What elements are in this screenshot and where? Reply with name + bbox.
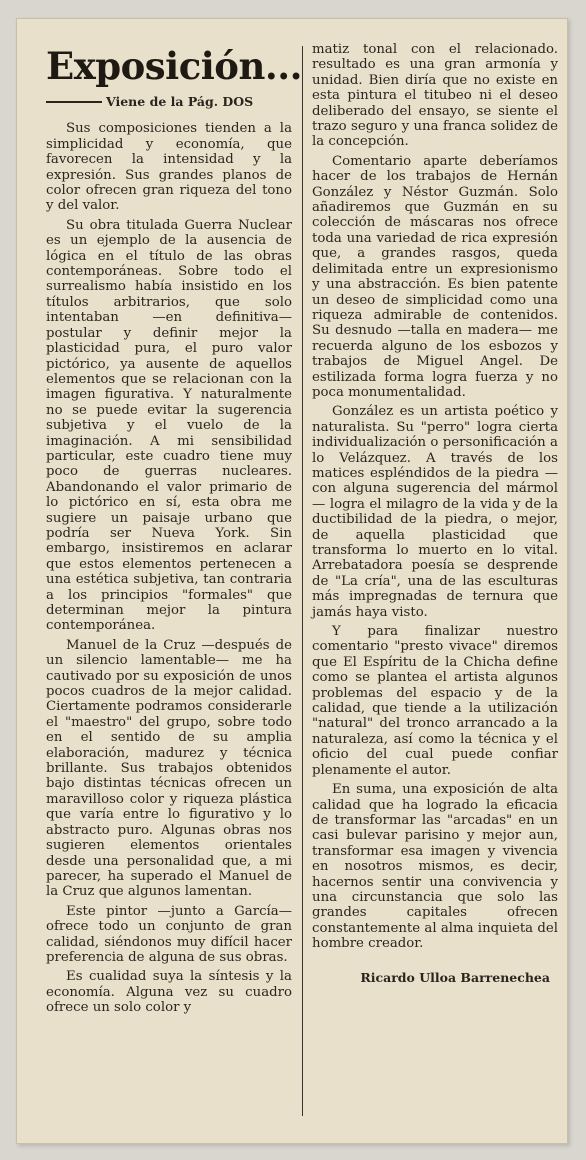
right-column [312,42,558,985]
newspaper-clipping [16,18,568,1144]
paragraph: Y para finalizar nuestro comentario "presto vivace" diremos que El Espíritu de la Chicha define como se plantea el artista algunos problemas del espacio y de la calidad, que tiende a la utilización "natural" del tronco arrancado a la naturaleza, así como la técnica y el oficio del cual puede confiar plenamente el autor. [312,624,558,778]
paragraph: Este pintor —junto a García— ofrece todo un conjunto de gran calidad, siéndonos muy difícil hacer preferencia de alguna de sus obras. [46,903,292,965]
paragraph: En suma, una exposición de alta calidad que ha logrado la eficacia de transformar las "arcadas" en un casi bulevar parisino y mejor aun, transformar esa imagen y vivencia en nosotros mismos, es decir, hacernos sentir una convivencia y una circunstancia que solo las grandes capitales ofrecen constantemente al alma inquieta del hombre creador. [312,782,558,952]
paragraph: matiz tonal con el relacionado. resultado es una gran armonía y unidad. Bien diría que no existe en esta pintura el titubeo ni el deseo deliberado del ensayo, se siente el trazo seguro y una franca solidez de la concepción. [312,42,558,150]
article-title: Exposición... [46,44,303,88]
column-divider [302,46,303,1116]
leading-rule [46,101,102,103]
left-column [46,44,303,1020]
paragraph: González es un artista poético y naturalista. Su "perro" logra cierta individualización o personificación a lo Velázquez. A través de los matices espléndidos de la piedra —con alguna sugerencia del mármol— logra el milagro de la vida y de la ductibilidad de la piedra, o mejor, de aquella plasticidad que transforma lo muerto en lo vital. Arrebatadora poesía se desprende de "La cría", una de las esculturas más impregnadas de ternura que jamás haya visto. [312,404,558,620]
paragraph: Su obra titulada Guerra Nuclear es un ejemplo de la ausencia de lógica en el título de las obras contemporáneas. Sobre todo el surrealismo había insistido en los títulos arbitrarios, que solo intentaban —en definitiva— postular y definir mejor la plasticidad pura, el puro valor pictórico, ya ausente de aquellos elementos que se relacionan con la imagen figurativa. Y naturalmente no se puede evitar la sugerencia subjetiva y el vuelo de la imaginación. A mi sensibilidad particular, este cuadro tiene muy poco de guerras nucleares. Abandonando el valor primario de lo pictórico en sí, esta obra me sugiere un paisaje urbano que podría ser Nueva York. Sin embargo, insistiremos en aclarar que estos elementos pertenecen a una estética subjetiva, tan contraria a los principios "formales" que determinan mejor la pintura contemporánea. [46,217,292,634]
paragraph: Es cualidad suya la síntesis y la economía. Alguna vez su cuadro ofrece un solo color y [46,969,292,1016]
continued-from-line [46,94,292,109]
paragraph: Sus composiciones tienden a la simplicidad y economía, que favorecen la intensidad y la expresión. Sus grandes planos de color ofrecen gran riqueza del tono y del valor. [46,121,292,214]
continued-from-text: Viene de la Pág. DOS [106,94,254,109]
paragraph: Comentario aparte deberíamos hacer de los trabajos de Hernán González y Néstor Guzmán. Solo añadiremos que Guzmán en su colección de máscaras nos ofrece toda una variedad de rica expresión que, a grandes rasgos, queda delimitada entre un expresionismo y una abstracción. Es bien patente un deseo de simplicidad como una riqueza admirable de contenidos. Su desnudo —talla en madera— me recuerda alguno de los esbozos y trabajos de Miguel Angel. De estilizada forma logra fuerza y no poca monumentalidad. [312,153,558,400]
author-signature: Ricardo Ulloa Barrenechea [360,969,550,985]
paragraph: Manuel de la Cruz —después de un silencio lamentable— me ha cautivado por su exposición de unos pocos cuadros de la mejor calidad. Ciertamente podramos considerarle el "maestro" del grupo, sobre todo en el sentido de su amplia elaboración, madurez y técnica brillante. Sus trabajos obtenidos bajo distintas técnicas ofrecen un maravilloso color y riqueza plástica que varía entre lo figurativo y lo abstracto puro. Algunas obras nos sugieren elementos orientales desde una personalidad que, a mi parecer, ha superado el Manuel de la Cruz que algunos lamentan. [46,637,292,900]
